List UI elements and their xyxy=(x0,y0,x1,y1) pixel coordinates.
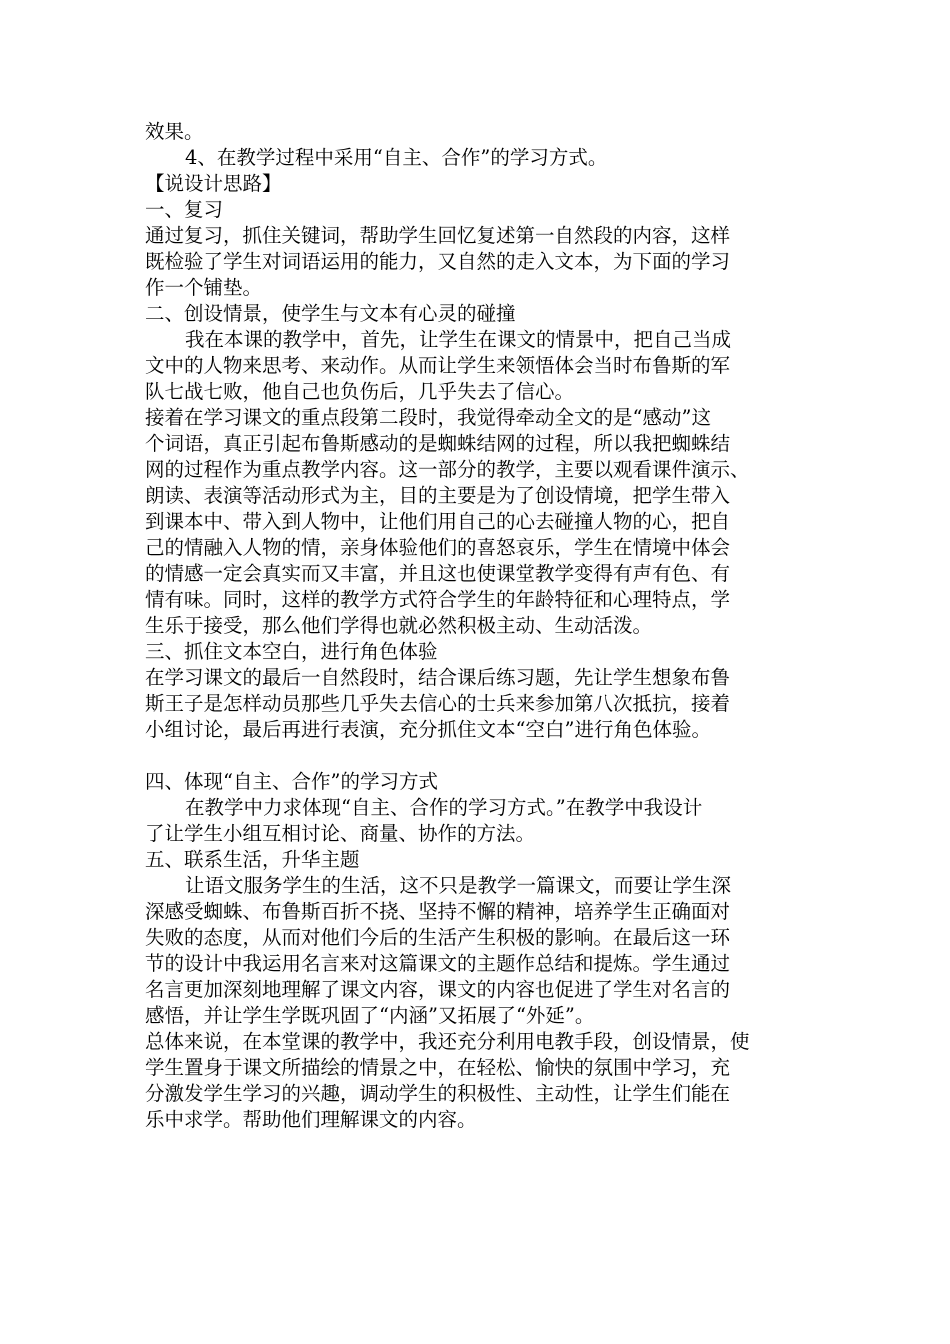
text-line: 我在本课的教学中，首先，让学生在课文的情景中，把自己当成 xyxy=(185,328,732,351)
text-line: 既检验了学生对词语运用的能力，又自然的走入文本，为下面的学习 xyxy=(145,250,731,273)
text-line: 作一个铺垫。 xyxy=(145,276,263,299)
text-line: 深感受蜘蛛、布鲁斯百折不挠、坚持不懈的精神，培养学生正确面对 xyxy=(145,900,731,923)
text-line: 通过复习，抓住关键词，帮助学生回忆复述第一自然段的内容，这样 xyxy=(145,224,731,247)
text-line: 队七战七败，他自己也负伤后，几乎失去了信心。 xyxy=(145,380,575,403)
text-line: 学生置身于课文所描绘的情景之中，在轻松、愉快的氛围中学习，充 xyxy=(145,1056,731,1079)
blank-line xyxy=(145,743,825,769)
text-line: 二、创设情景，使学生与文本有心灵的碰撞 xyxy=(145,302,516,325)
text-line: 节的设计中我运用名言来对这篇课文的主题作总结和提炼。学生通过 xyxy=(145,952,731,975)
text-line: 小组讨论，最后再进行表演，充分抓住文本“空白”进行角色体验。 xyxy=(145,718,711,741)
text-line: 名言更加深刻地理解了课文内容，课文的内容也促进了学生对名言的 xyxy=(145,978,731,1001)
text-line: 己的情融入人物的情，亲身体验他们的喜怒哀乐，学生在情境中体会 xyxy=(145,536,731,559)
text-line: 个词语，真正引起布鲁斯感动的是蜘蛛结网的过程，所以我把蜘蛛结 xyxy=(145,432,731,455)
text-line: 在教学中力求体现“自主、合作的学习方式。”在教学中我设计 xyxy=(185,796,703,819)
text-line: 情有味。同时，这样的教学方式符合学生的年龄特征和心理特点，学 xyxy=(145,588,731,611)
text-line: 了让学生小组互相讨论、商量、协作的方法。 xyxy=(145,822,536,845)
text-line: 在学习课文的最后一自然段时，结合课后练习题，先让学生想象布鲁 xyxy=(145,666,731,689)
text-line: 五、联系生活，升华主题 xyxy=(145,848,360,871)
text-line: 让语文服务学生的生活，这不只是教学一篇课文，而要让学生深 xyxy=(185,874,732,897)
text-line: 到课本中、带入到人物中，让他们用自己的心去碰撞人物的心，把自 xyxy=(145,510,731,533)
text-line: 接着在学习课文的重点段第二段时，我觉得牵动全文的是“感动”这 xyxy=(145,406,711,429)
text-line: 分激发学生学习的兴趣，调动学生的积极性、主动性，让学生们能在 xyxy=(145,1082,731,1105)
text-line: 失败的态度，从而对他们今后的生活产生积极的影响。在最后这一环 xyxy=(145,926,731,949)
text-line: 【说设计思路】 xyxy=(145,172,282,195)
text-line: 的情感一定会真实而又丰富，并且这也使课堂教学变得有声有色、有 xyxy=(145,562,731,585)
text-line: 网的过程作为重点教学内容。这一部分的教学，主要以观看课件演示、 xyxy=(145,458,750,481)
text-line: 四、体现“自主、合作”的学习方式 xyxy=(145,770,438,793)
text-line: 乐中求学。帮助他们理解课文的内容。 xyxy=(145,1108,477,1131)
text-line: 三、抓住文本空白，进行角色体验 xyxy=(145,640,438,663)
text-line: 斯王子是怎样动员那些几乎失去信心的士兵来参加第八次抵抗，接着 xyxy=(145,692,731,715)
text-line: 朗读、表演等活动形式为主，目的主要是为了创设情境，把学生带入 xyxy=(145,484,731,507)
text-line: 4、在教学过程中采用“自主、合作”的学习方式。 xyxy=(185,146,608,169)
text-line: 感悟，并让学生学既巩固了“内涵”又拓展了“外延”。 xyxy=(145,1004,595,1027)
text-line: 效果。 xyxy=(145,120,204,143)
text-line: 文中的人物来思考、来动作。从而让学生来领悟体会当时布鲁斯的军 xyxy=(145,354,731,377)
text-line: 总体来说，在本堂课的教学中，我还充分利用电教手段，创设情景，使 xyxy=(145,1030,750,1053)
text-line: 生乐于接受，那么他们学得也就必然积极主动、生动活泼。 xyxy=(145,614,653,637)
text-line: 一、复习 xyxy=(145,198,224,221)
document-page xyxy=(145,119,825,1133)
